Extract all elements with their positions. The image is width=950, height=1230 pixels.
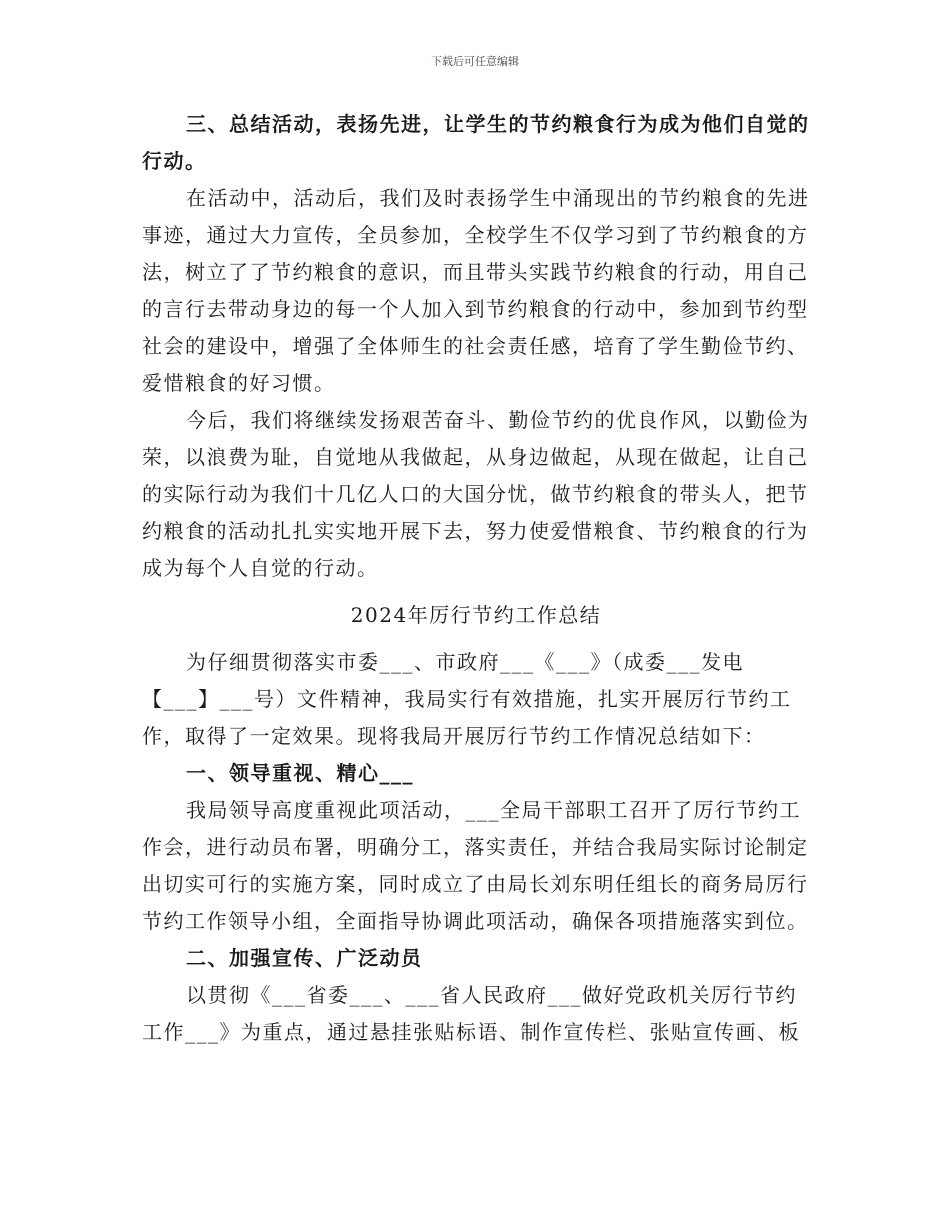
paragraph: 在活动中，活动后，我们及时表扬学生中涌现出的节约粮食的先进事迹，通过大力宣传，全员参加，全校学生不仅学习到了节约粮食的方法，树立了了节约粮食的意识，而且带头实践节约粮食的行动，用自己的言行去带动身边的每一个人加入到节约粮食的行动中，参加到节约型社会的建设中，增强了全体师生的社会责任感，培育了学生勤俭节约、爱惜粮食的好习惯。 <box>142 186 810 395</box>
document-body <box>142 106 810 1051</box>
section-heading-one: 一、领导重视、精心___ <box>186 761 414 785</box>
paragraph: 以贯彻《___省委___、___省人民政府___做好党政机关厉行节约工作___》为重点，通过悬挂张贴标语、制作宣传栏、张贴宣传画、板 <box>142 983 800 1044</box>
paragraph: 我局领导高度重视此项活动，___全局干部职工召开了厉行节约工作会，进行动员布署，明确分工，落实责任，并结合我局实际讨论制定出切实可行的实施方案，同时成立了由局长刘东明任组长的商务局厉行节约工作领导小组，全面指导协调此项活动，确保各项措施落实到位。 <box>142 798 809 933</box>
section-heading-two: 二、加强宣传、广泛动员 <box>186 946 423 970</box>
document-title: 2024年厉行节约工作总结 <box>350 603 602 627</box>
paragraph: 今后，我们将继续发扬艰苦奋斗、勤俭节约的优良作风，以勤俭为荣，以浪费为耻，自觉地从我做起，从身边做起，从现在做起，让自己的实际行动为我们十几亿人口的大国分忧，做节约粮食的带头人，把节约粮食的活动扎扎实实地开展下去，努力使爱惜粮食、节约粮食的行为成为每个人自觉的行动。 <box>142 408 810 580</box>
paragraph: 为仔细贯彻落实市委___、市政府___《___》（成委___发电【___】___号）文件精神，我局实行有效措施，扎实开展厉行节约工作，取得了一定效果。现将我局开展厉行节约工作情况总结如下： <box>142 650 792 748</box>
header-note: 下载后可任意编辑 <box>431 55 519 68</box>
section-heading-three: 三、总结活动，表扬先进，让学生的节约粮食行为成为他们自觉的行动。 <box>142 112 810 173</box>
